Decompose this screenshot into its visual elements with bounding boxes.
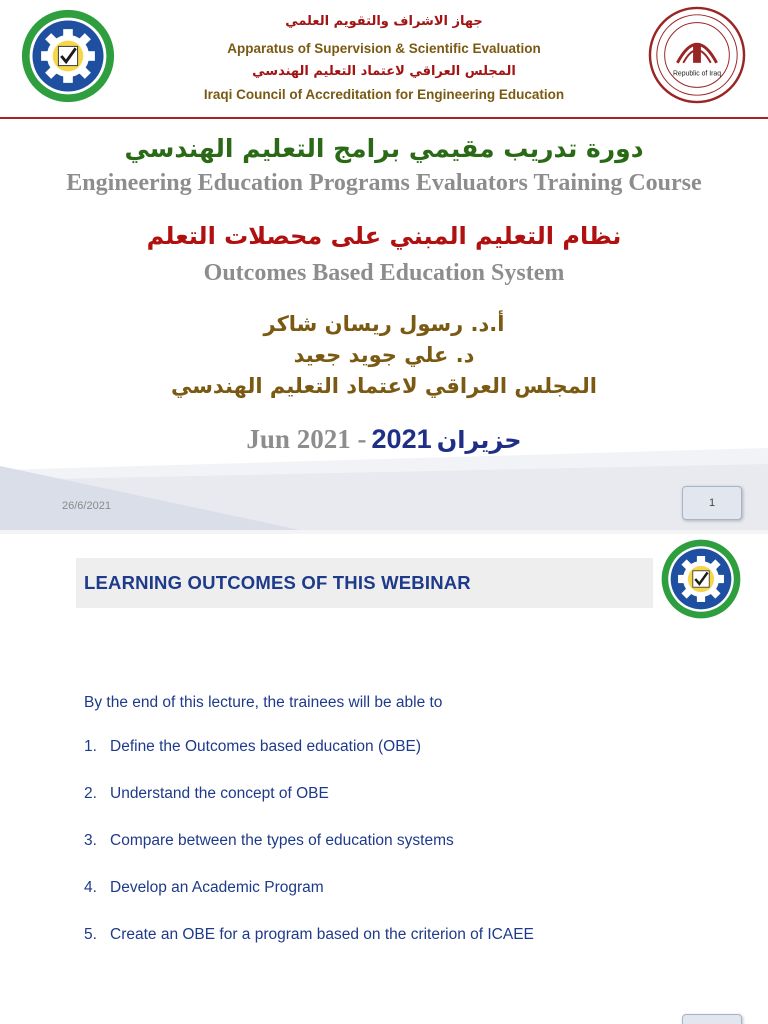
list-item-number: 1. [84, 738, 97, 755]
course-title-arabic: دورة تدريب مقيمي برامج التعليم الهندسي [124, 134, 644, 163]
learning-outcomes-slide [0, 534, 768, 1024]
presenter-affiliation: المجلس العراقي لاعتماد التعليم الهندسي [171, 374, 597, 398]
topic-title-english: Outcomes Based Education System [203, 260, 565, 286]
course-title-english: Engineering Education Programs Evaluators Training Course [66, 170, 702, 196]
date-arabic: حزيران [436, 426, 522, 454]
list-item [84, 879, 534, 926]
intro-text: By the end of this lecture, the trainees will be able to [84, 694, 443, 711]
header-english-org: Apparatus of Supervision & Scientific Evaluation [227, 41, 541, 56]
header-divider [0, 117, 768, 119]
list-item-number: 5. [84, 926, 97, 943]
presenter-1: أ.د. رسول ريسان شاكر [263, 312, 505, 336]
list-item [84, 832, 534, 879]
topic-title-arabic: نظام التعليم المبني على محصلات التعلم [146, 222, 622, 250]
list-item-text: Understand the concept of OBE [110, 785, 329, 802]
page-number-box [682, 1014, 742, 1024]
list-item-text: Create an OBE for a program based on the criterion of ICAEE [110, 926, 534, 943]
footer-decoration [0, 440, 768, 530]
header-english-council: Iraqi Council of Accreditation for Engineering Education [203, 87, 565, 102]
outcomes-list [84, 738, 534, 973]
slide-title-bar [76, 558, 653, 608]
list-item-number: 4. [84, 879, 97, 896]
icaee-logo-icon [20, 8, 116, 104]
slide-title: LEARNING OUTCOMES OF THIS WEBINAR [84, 572, 471, 593]
list-item-number: 3. [84, 832, 97, 849]
list-item-text: Develop an Academic Program [110, 879, 324, 896]
presenter-2: د. علي جويد جعيد [293, 343, 475, 367]
icaee-logo-icon [660, 538, 742, 620]
list-item [84, 738, 534, 785]
date-year: 2021 [371, 424, 432, 454]
header-arabic-org: جهاز الاشراف والتقويم العلمي [285, 14, 483, 29]
list-item-text: Compare between the types of education systems [110, 832, 454, 849]
footer-date: 26/6/2021 [62, 500, 111, 512]
list-item-number: 2. [84, 785, 97, 802]
list-item-text: Define the Outcomes based education (OBE) [110, 738, 422, 755]
list-item [84, 926, 534, 973]
list-item [84, 785, 534, 832]
page-number: 1 [682, 486, 742, 520]
header-arabic-council: المجلس العراقي لاعتماد التعليم الهندسي [252, 64, 516, 79]
date-english: Jun 2021 - [246, 424, 367, 454]
ministry-logo-icon [648, 6, 746, 104]
ministry-logo-text: Republic of Iraq [672, 70, 722, 78]
